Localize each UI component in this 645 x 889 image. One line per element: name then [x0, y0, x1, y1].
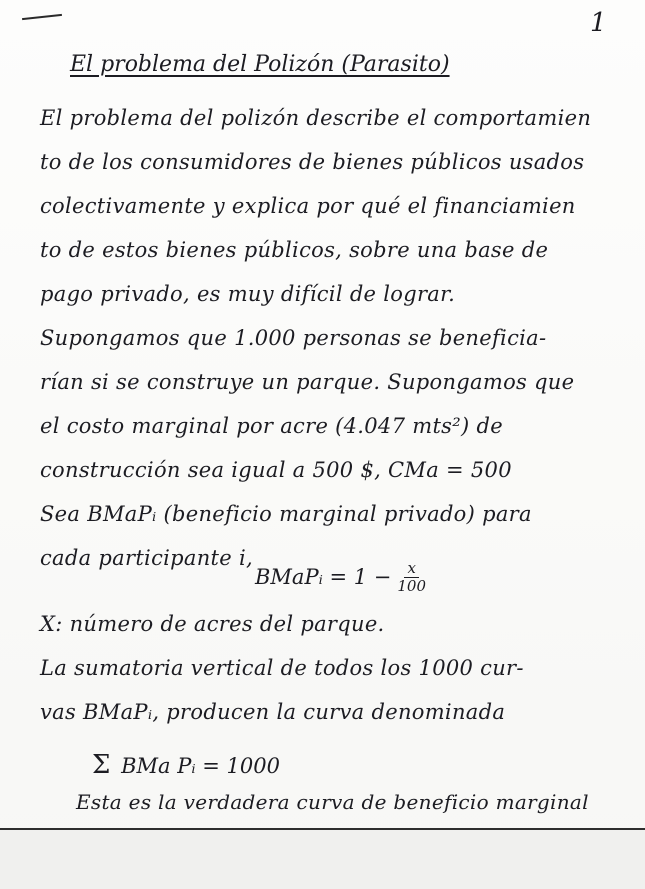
text-line: X: número de acres del parque.: [40, 612, 385, 636]
text-line: Supongamos que 1.000 personas se beneficia-: [40, 326, 547, 350]
text-line: Esta es la verdadera curva de beneficio marginal: [76, 790, 589, 814]
text-line: to de los consumidores de bienes públicos usados: [40, 150, 585, 174]
text-line: vas BMaPᵢ, producen la curva denominada: [40, 700, 506, 724]
title-text: El problema del Polizón (Parasito): [70, 52, 450, 77]
text-line: el costo marginal por acre (4.047 mts²) de: [40, 414, 503, 438]
page-title: [70, 52, 450, 77]
page-bottom-edge: [0, 828, 645, 889]
formula-denominator: 100: [397, 576, 427, 595]
formula-numerator: x: [404, 560, 418, 578]
text-line: to de estos bienes públicos, sobre una base de: [40, 238, 549, 262]
formula-fraction: [397, 560, 426, 594]
text-line: pago privado, es muy difícil de lograr.: [40, 282, 456, 306]
text-line: El problema del polizón describe el comportamien: [40, 106, 592, 130]
marginal-benefit-formula: [255, 560, 426, 594]
text-line: Sea BMaPᵢ (beneficio marginal privado) para: [40, 502, 532, 526]
text-line: rían si se construye un parque. Supongamos que: [40, 370, 575, 394]
text-line: cada participante i,: [40, 546, 253, 570]
summation-text: BMa Pᵢ = 1000: [121, 754, 280, 778]
summation-line: [92, 750, 280, 780]
text-line: La sumatoria vertical de todos los 1000 cur-: [40, 656, 524, 680]
sigma-symbol: Σ: [92, 750, 111, 780]
page-number: 1: [590, 8, 607, 38]
text-line: construcción sea igual a 500 $, CMa = 500: [40, 458, 512, 482]
formula-lhs: BMaPᵢ = 1 −: [255, 565, 392, 589]
text-line: colectivamente y explica por qué el financiamien: [40, 194, 576, 218]
corner-dash: [22, 14, 62, 20]
